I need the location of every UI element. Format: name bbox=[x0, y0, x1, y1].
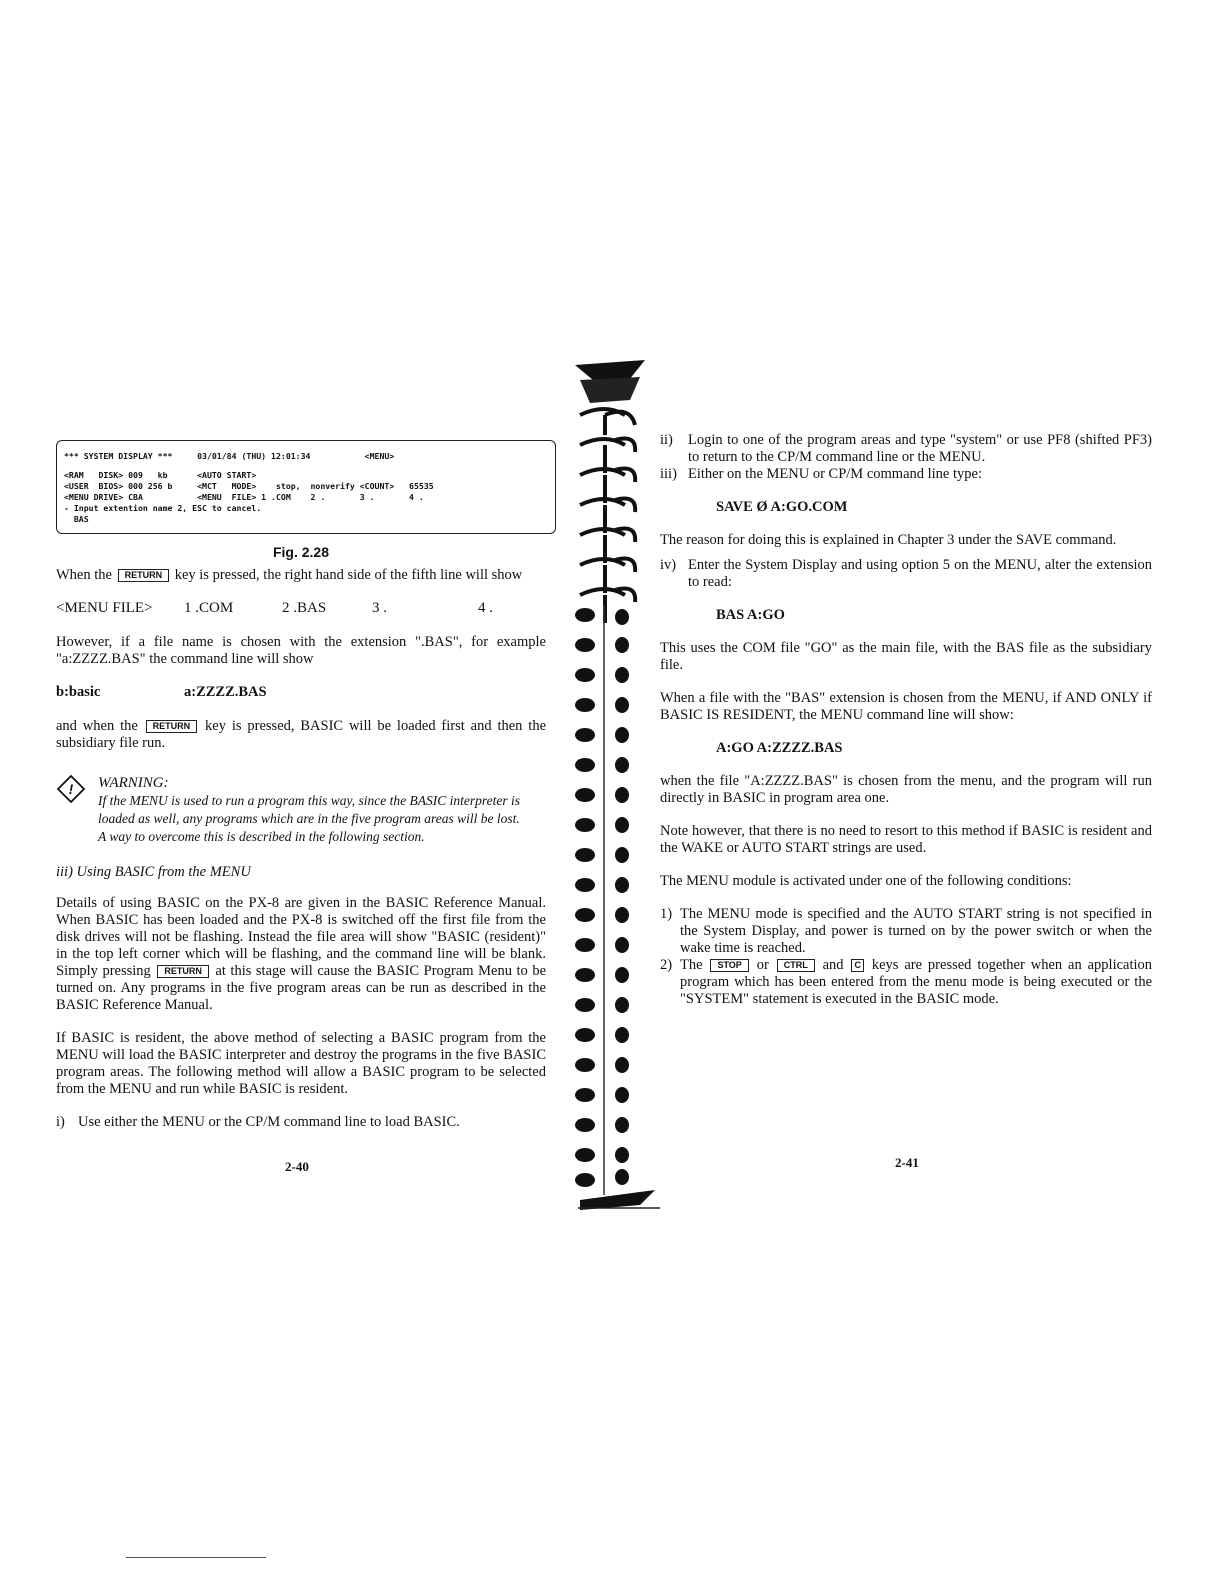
list-item-text: Either on the MENU or CP/M command line type: bbox=[688, 466, 982, 482]
list-item-number: 2) bbox=[660, 957, 673, 973]
ctrl-key-icon: CTRL bbox=[777, 959, 815, 972]
stop-key-icon: STOP bbox=[710, 959, 748, 972]
list-item bbox=[660, 432, 1152, 466]
warning-text: If the MENU is used to run a program this way, since the BASIC interpreter is loaded as well, any programs which are in the five program areas will be lost. bbox=[98, 793, 520, 826]
list-item-number: iv) bbox=[660, 557, 677, 573]
screen-line-4: <MENU DRIVE> CBA <MENU FILE> 1 .COM 2 . 3 . 4 . bbox=[64, 492, 424, 502]
menu-file-3: 3 . bbox=[372, 600, 387, 616]
list-item-text: Login to one of the program areas and type "system" or use PF8 (shifted PF3) to return to the CP/M command line or the MENU. bbox=[688, 432, 1152, 465]
command-basic: b:basic bbox=[56, 684, 101, 700]
menu-file-2: 2 .BAS bbox=[282, 600, 327, 616]
menu-file-4: 4 . bbox=[478, 600, 493, 616]
text: key is pressed, BASIC will be loaded first and then the subsidiary file run. bbox=[56, 718, 547, 751]
conditions-list bbox=[660, 906, 1152, 1008]
text: and when the bbox=[56, 718, 138, 734]
menu-file-1: 1 .COM bbox=[184, 600, 234, 616]
command-line-example bbox=[56, 684, 546, 702]
text: or bbox=[756, 957, 769, 973]
spiral-binding-top-clip bbox=[575, 360, 645, 403]
paragraph-return-basic bbox=[56, 718, 546, 752]
text: key is pressed, the right hand side of the fifth line will show bbox=[174, 567, 523, 583]
list-item-number: 1) bbox=[660, 906, 673, 922]
text: The bbox=[680, 957, 703, 973]
warning-text-2: A way to overcome this is described in the following section. bbox=[98, 829, 425, 844]
list-item-text: Use either the MENU or the CP/M command line to load BASIC. bbox=[78, 1114, 460, 1130]
list-item-number: i) bbox=[56, 1114, 65, 1130]
screen-line-1: *** SYSTEM DISPLAY *** 03/01/84 (THU) 12:01:34 <MENU> bbox=[64, 451, 395, 461]
screen-line-3: <USER BIOS> 000 256 b <MCT MODE> stop, nonverify <COUNT> 65535 bbox=[64, 481, 434, 491]
steps-list-left bbox=[56, 1114, 546, 1131]
warning-box bbox=[56, 774, 546, 846]
page-number-left: 2-40 bbox=[285, 1159, 309, 1174]
screen-line-5: - Input extention name 2, ESC to cancel. bbox=[64, 503, 262, 513]
paragraph-return-key bbox=[56, 567, 546, 584]
list-item-number: iii) bbox=[660, 466, 677, 482]
screen-line-2: <RAM DISK> 009 kb <AUTO START> bbox=[64, 470, 257, 480]
paragraph-chosen-file: when the file "A:ZZZZ.BAS" is chosen from the menu, and the program will run directly in BASIC in program area one. bbox=[660, 773, 1152, 806]
text: keys are pressed together when an application program which has been entered from the menu mode is being executed or the "SYSTEM" statement is executed in the BASIC mode. bbox=[680, 957, 1153, 1007]
paragraph-save-reason: The reason for doing this is explained in Chapter 3 under the SAVE command. bbox=[660, 532, 1117, 548]
steps-list-right bbox=[660, 432, 1152, 483]
left-page bbox=[56, 440, 546, 1131]
paragraph-com-file: This uses the COM file "GO" as the main file, with the BAS file as the subsidiary file. bbox=[660, 640, 1152, 673]
paragraph-note: Note however, that there is no need to resort to this method if BASIC is resident and the WAKE or AUTO START strings are used. bbox=[660, 823, 1152, 856]
list-item bbox=[660, 557, 1152, 591]
paragraph-bas-resident: When a file with the "BAS" extension is chosen from the MENU, if AND ONLY if BASIC IS RESIDENT, the MENU command line will show: bbox=[660, 690, 1152, 723]
divider-line bbox=[126, 1557, 266, 1558]
list-item bbox=[660, 466, 1152, 483]
return-key-icon: RETURN bbox=[118, 569, 170, 582]
warning-title: WARNING: bbox=[98, 775, 169, 791]
figure-caption: Fig. 2.28 bbox=[272, 544, 330, 560]
list-item bbox=[660, 957, 1152, 1008]
text: at this stage will cause the BASIC Program Menu to be turned on. Any programs in the five program areas can be run as described in the BASIC Reference Manual. bbox=[56, 963, 547, 1013]
code-save-command: SAVE Ø A:GO.COM bbox=[716, 499, 848, 515]
command-file: a:ZZZZ.BAS bbox=[184, 684, 267, 700]
spiral-binding bbox=[560, 355, 660, 1215]
right-page bbox=[660, 432, 1152, 1008]
svg-text:!: ! bbox=[68, 781, 74, 797]
paragraph-basic-details bbox=[56, 895, 546, 1014]
section-heading: iii) Using BASIC from the MENU bbox=[56, 864, 251, 880]
return-key-icon: RETURN bbox=[157, 965, 209, 978]
list-item-text: The MENU mode is specified and the AUTO START string is not specified in the System Display, and power is turned on by the power switch or when the wake time is reached. bbox=[680, 906, 1152, 956]
steps-list-right-2 bbox=[660, 557, 1152, 591]
paragraph-basic-resident: If BASIC is resident, the above method of selecting a BASIC program from the MENU will load the BASIC interpreter and destroy the programs in the five BASIC program areas. The following method will allow a BASIC program to be selected from the MENU and run while BASIC is resident. bbox=[56, 1030, 546, 1097]
text: Details of using BASIC on the PX-8 are given in the BASIC Reference Manual. When BASIC has been loaded and the PX-8 is switched off the first file from the disk drives will not be flashing. Instead the file area will show "BASIC (resident)" in the top left corner which will be flashing, and the command line will be blank. Simply pressing bbox=[56, 895, 546, 979]
page-number-right: 2-41 bbox=[895, 1155, 919, 1170]
code-extension: BAS A:GO bbox=[716, 607, 785, 623]
text: and bbox=[822, 957, 844, 973]
system-display-screen bbox=[56, 440, 556, 534]
list-item-text: Enter the System Display and using option 5 on the MENU, alter the extension to read: bbox=[688, 557, 1152, 590]
paragraph-menu-conditions: The MENU module is activated under one of the following conditions: bbox=[660, 873, 1072, 889]
return-key-icon: RETURN bbox=[146, 720, 198, 733]
menu-file-label: <MENU FILE> bbox=[56, 600, 153, 616]
warning-icon bbox=[56, 774, 86, 804]
list-item bbox=[56, 1114, 546, 1131]
list-item-number: ii) bbox=[660, 432, 673, 448]
code-command-line: A:GO A:ZZZZ.BAS bbox=[716, 740, 843, 756]
screen-line-6: BAS bbox=[64, 514, 89, 524]
menu-file-line bbox=[56, 600, 546, 618]
text: When the bbox=[56, 567, 112, 583]
c-key-icon: C bbox=[851, 959, 864, 972]
list-item bbox=[660, 906, 1152, 957]
paragraph-bas-extension: However, if a file name is chosen with the extension ".BAS", for example "a:ZZZZ.BAS" the command line will show bbox=[56, 634, 546, 667]
